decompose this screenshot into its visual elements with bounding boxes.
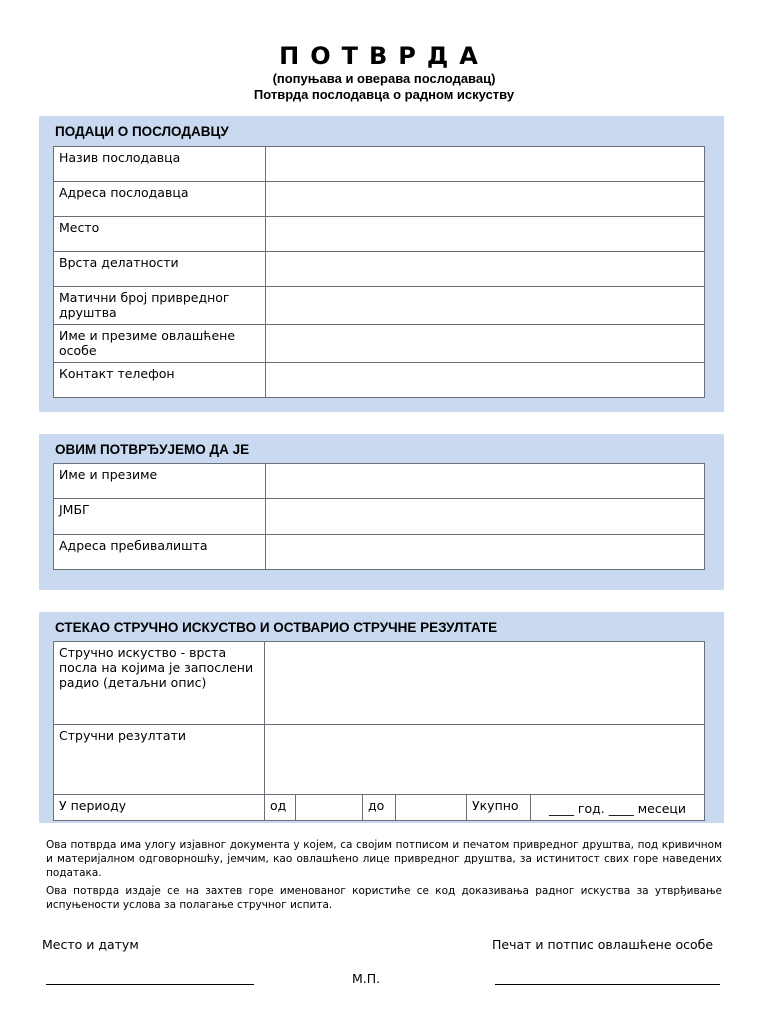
employer-address-label: Адреса послодавца [54,182,266,217]
employer-name-field[interactable] [266,147,705,182]
document-subtitle: (попуњава и оверава послодавац) [272,71,496,86]
employer-address-field[interactable] [266,182,705,217]
employer-authorized-person-label: Име и презиме овлашћене особе [54,325,266,363]
table-row [54,464,705,499]
period-label: У периоду [54,795,265,821]
period-from-label: од [265,795,296,821]
table-row [54,642,705,725]
experience-description-label: Стручно искуство - врста посла на којима је запослени радио (детаљни опис) [54,642,265,725]
table-row [54,725,705,795]
employer-name-label: Назив послодавца [54,147,266,182]
signature-label: Печат и потпис овлашћене особе [492,937,714,952]
experience-description-field[interactable] [265,642,705,725]
experience-section [39,612,724,823]
table-row [54,252,705,287]
table-row [54,217,705,252]
period-to-field[interactable] [396,795,467,821]
person-residence-label: Адреса пребивалишта [54,535,266,570]
period-from-field[interactable] [296,795,363,821]
employer-place-field[interactable] [266,217,705,252]
employer-section-title: ПОДАЦИ О ПОСЛОДАВЦУ [55,124,229,139]
person-residence-field[interactable] [266,535,705,570]
employer-activity-field[interactable] [266,252,705,287]
place-date-line[interactable] [46,984,254,985]
document-title: ПОТВРДА [279,42,489,70]
experience-table [53,641,705,821]
employer-section [39,116,724,412]
period-to-label: до [363,795,396,821]
employer-activity-label: Врста делатности [54,252,266,287]
table-row [54,795,705,821]
person-name-label: Име и презиме [54,464,266,499]
person-section-title: ОВИМ ПОТВРЂУЈЕМО ДА ЈЕ [55,442,250,457]
person-jmbg-label: ЈМБГ [54,499,266,535]
experience-results-field[interactable] [265,725,705,795]
person-section [39,434,724,590]
employer-phone-field[interactable] [266,363,705,398]
declaration-paragraph: Ова потврда има улогу изјавног документа у којем, са својим потписом и печатом привредног друштва, под кривичном и материјалном одговорношћу, јемчим, као овлашћено лице привредног друштва, за истинитост свих горе наведених података. [46,839,722,879]
table-row [54,182,705,217]
table-row [54,325,705,363]
employer-registry-label: Матични број привредног друштва [54,287,266,325]
person-jmbg-field[interactable] [266,499,705,535]
table-row [54,535,705,570]
period-total-label: Укупно [467,795,531,821]
period-total-field[interactable]: ____ год. ____ месеци [531,795,705,821]
person-table [53,463,705,570]
table-row [54,363,705,398]
person-name-field[interactable] [266,464,705,499]
table-row [54,147,705,182]
employer-phone-label: Контакт телефон [54,363,266,398]
employer-registry-field[interactable] [266,287,705,325]
experience-results-label: Стручни резултати [54,725,265,795]
experience-section-title: СТЕКАО СТРУЧНО ИСКУСТВО И ОСТВАРИО СТРУЧНЕ РЕЗУЛТАТЕ [55,620,498,635]
employer-place-label: Место [54,217,266,252]
place-date-label: Место и датум [42,937,139,952]
table-row [54,499,705,535]
purpose-paragraph: Ова потврда издаје се на захтев горе именованог користиће се код доказивања радног искуства за утврђивање испуњености услова за полагање стручног испита. [46,885,722,911]
signature-line[interactable] [495,984,720,985]
employer-table [53,146,705,398]
table-row [54,287,705,325]
document-subheading: Потврда послодавца о радном искуству [253,87,515,102]
seal-mark: М.П. [352,971,381,986]
employer-authorized-person-field[interactable] [266,325,705,363]
